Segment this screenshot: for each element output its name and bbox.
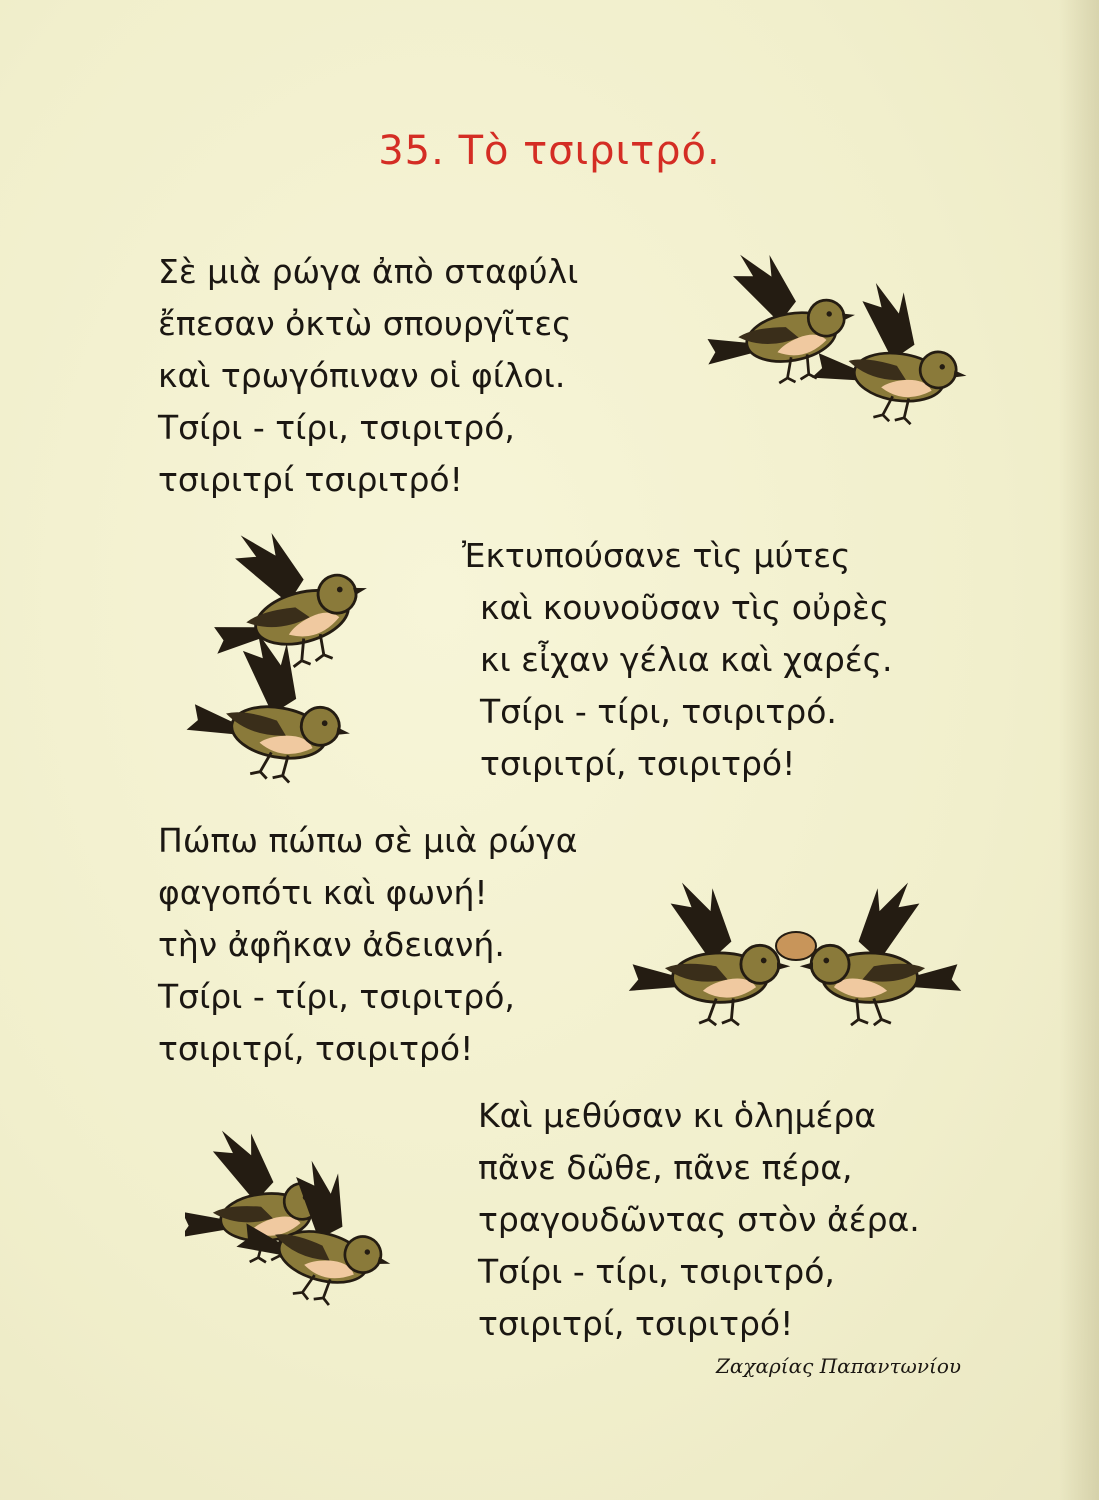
stanza-3 [158, 815, 577, 1075]
verse-line: καὶ τρωγόπιναν οἱ φίλοι. [158, 356, 566, 395]
birds-illustration-4 [185, 1120, 415, 1350]
verse-line: Καὶ μεθύσαν κι ὁλημέρα [478, 1096, 877, 1135]
verse-line: φαγοπότι καὶ φωνή! [158, 873, 488, 912]
verse-line: τὴν ἀφῆκαν ἀδειανή. [158, 925, 505, 964]
stanza-2 [462, 530, 892, 790]
verse-line: Τσίρι - τίρι, τσιριτρό. [480, 692, 837, 731]
verse-line: τσιριτρί τσιριτρό! [158, 460, 463, 499]
birds-illustration-2 [160, 510, 430, 790]
page-edge-shadow [1059, 0, 1099, 1500]
birds-illustration-3 [600, 860, 980, 1060]
verse-line: ἔπεσαν ὀκτὼ σπουργῖτες [158, 304, 572, 343]
verse-line: Τσίρι - τίρι, τσιριτρό, [158, 977, 515, 1016]
verse-line: Πώπω πώπω σὲ μιὰ ρώγα [158, 821, 578, 860]
verse-line: Σὲ μιὰ ρώγα ἀπὸ σταφύλι [158, 252, 579, 291]
verse-line: πᾶνε δῶθε, πᾶνε πέρα, [478, 1148, 853, 1187]
stanza-1 [158, 246, 578, 506]
grape-icon [776, 932, 816, 960]
verse-line: Ἐκτυπούσανε τὶς μύτες [462, 536, 851, 575]
verse-line: τσιριτρί, τσιριτρό! [158, 1029, 474, 1068]
verse-line: τσιριτρί, τσιριτρό! [480, 744, 796, 783]
poem-author: Ζαχαρίας Παπαντωνίου [716, 1354, 962, 1378]
poem-title: 35. Τὸ τσιριτρό. [378, 128, 721, 174]
verse-line: καὶ κουνοῦσαν τὶς οὐρὲς [480, 588, 890, 627]
verse-line: Τσίρι - τίρι, τσιριτρό, [158, 408, 515, 447]
verse-line: τραγουδῶντας στὸν ἀέρα. [478, 1200, 920, 1239]
birds-illustration-1 [700, 240, 990, 450]
stanza-4 [478, 1090, 920, 1350]
verse-line: κι εἶχαν γέλια καὶ χαρές. [480, 640, 893, 679]
verse-line: Τσίρι - τίρι, τσιριτρό, [478, 1252, 835, 1291]
verse-line: τσιριτρί, τσιριτρό! [478, 1304, 794, 1343]
